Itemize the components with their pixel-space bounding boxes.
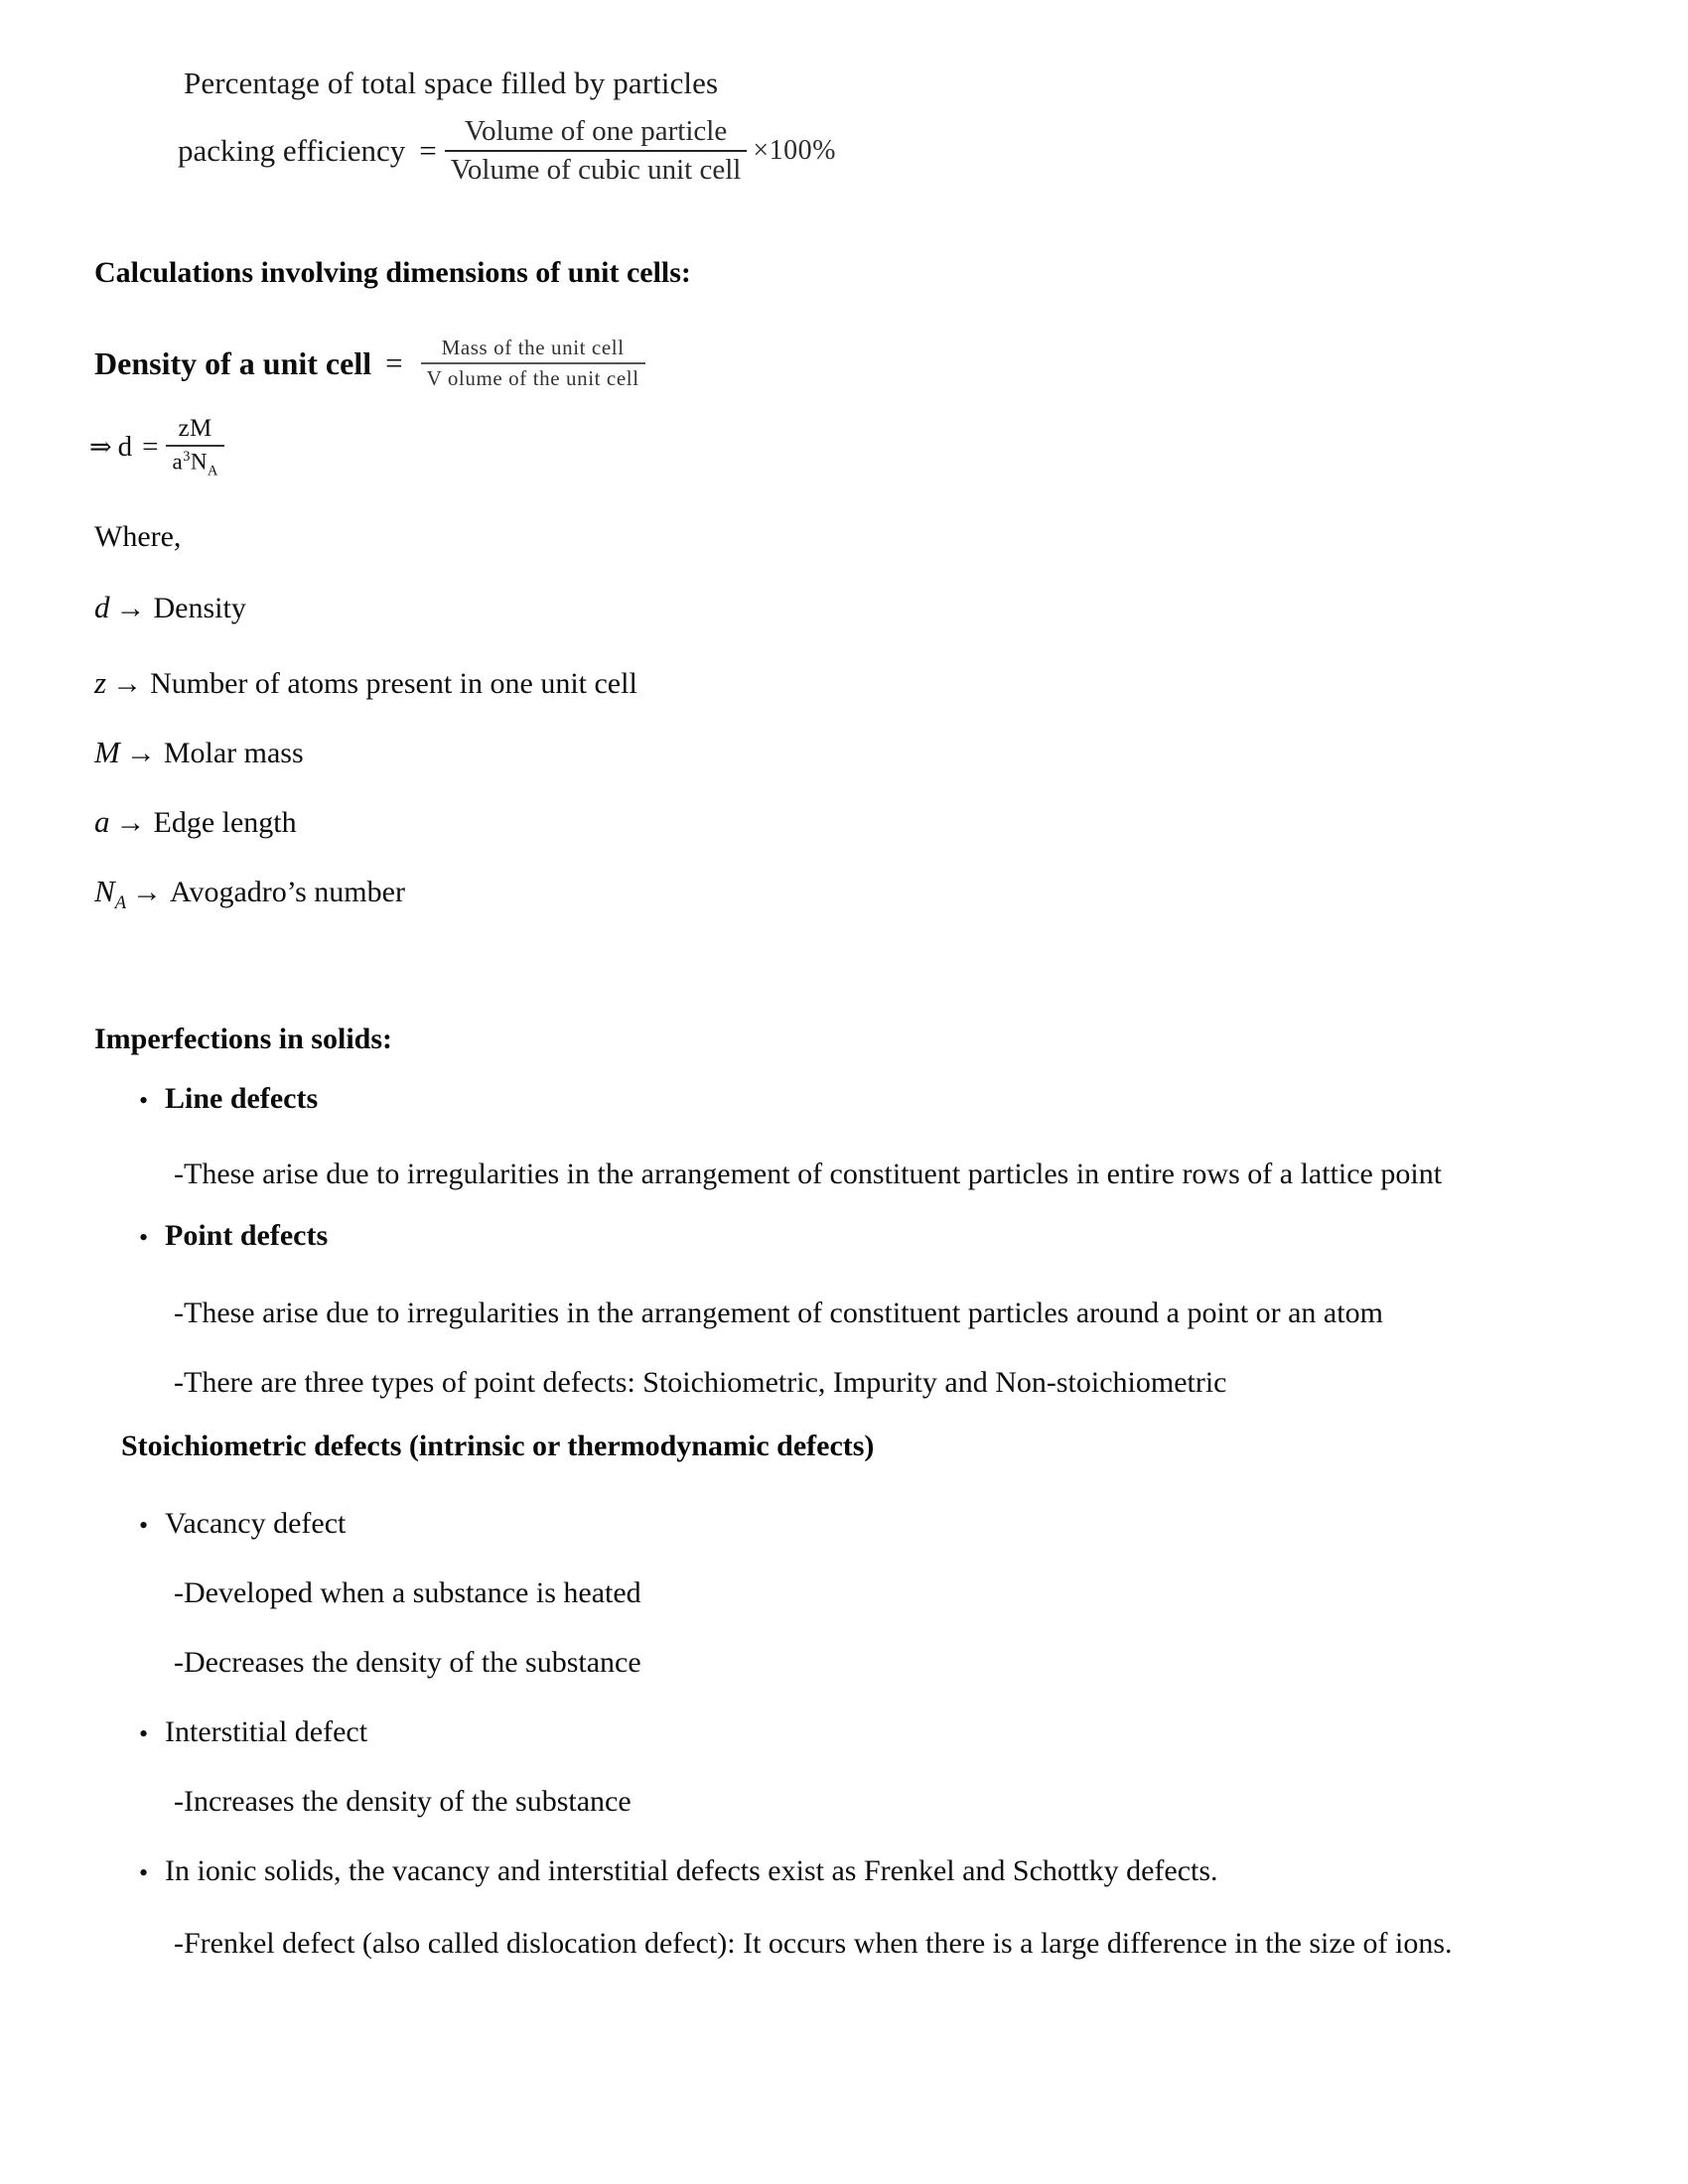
where-entry-a xyxy=(94,804,297,840)
list-item xyxy=(139,1854,1218,1888)
packing-efficiency-caption: Percentage of total space filled by particles xyxy=(184,66,719,100)
density-denominator: V olume of the unit cell xyxy=(426,366,639,390)
bullet-label-vacancy-defect: Vacancy defect xyxy=(165,1507,347,1540)
density-label: Density of a unit cell xyxy=(94,344,372,381)
note-vacancy-1: -Developed when a substance is heated xyxy=(174,1576,641,1609)
note-vacancy-2: -Decreases the density of the substance xyxy=(174,1646,641,1679)
list-item xyxy=(139,1507,346,1541)
bullet-icon: • xyxy=(139,1223,149,1252)
arrow-icon: → xyxy=(112,667,143,700)
list-item xyxy=(139,1082,318,1116)
bullet-icon: • xyxy=(139,1719,149,1748)
packing-efficiency-fraction xyxy=(445,115,748,187)
where-entry-m xyxy=(94,735,304,770)
where-entry-na xyxy=(94,874,405,914)
density-equals: = xyxy=(385,345,403,380)
symbol-z: z xyxy=(94,665,107,700)
where-entry-z xyxy=(94,665,637,701)
symbol-a: a xyxy=(94,804,110,839)
symbol-m: M xyxy=(94,735,120,769)
packing-efficiency-label: packing efficiency xyxy=(178,133,406,168)
definition-z: Number of atoms present in one unit cell xyxy=(150,667,637,700)
note-line-defects-1: -These arise due to irregularities in the arrangement of constituent particles in entire rows of a lattice point xyxy=(174,1158,1443,1190)
symbol-na-subscript: A xyxy=(114,892,127,913)
d-numerator: zM xyxy=(178,415,212,442)
packing-efficiency-equals: = xyxy=(419,133,437,168)
bullet-icon: • xyxy=(139,1858,149,1887)
d-denominator-exponent: 3 xyxy=(183,449,191,465)
packing-efficiency-equation xyxy=(178,115,1077,187)
arrow-icon: → xyxy=(132,876,163,908)
packing-efficiency-multiplier: ×100% xyxy=(753,135,836,166)
bullet-label-ionic-solids: In ionic solids, the vacancy and interstitial defects exist as Frenkel and Schottky defects. xyxy=(165,1854,1218,1887)
d-denominator-na-subscript: A xyxy=(207,463,218,479)
fraction-bar xyxy=(421,362,645,364)
d-equals: = xyxy=(142,431,159,464)
note-point-defects-2: -There are three types of point defects: Stoichiometric, Impurity and Non-stoichiometric xyxy=(174,1366,1227,1399)
definition-d: Density xyxy=(153,592,246,624)
density-numerator: Mass of the unit cell xyxy=(441,336,625,359)
where-label: Where, xyxy=(94,520,182,553)
definition-na: Avogadro’s number xyxy=(170,876,405,908)
bullet-label-interstitial-defect: Interstitial defect xyxy=(165,1715,368,1748)
bullet-label-line-defects: Line defects xyxy=(165,1082,319,1115)
d-denominator xyxy=(166,449,223,479)
imperfections-heading: Imperfections in solids: xyxy=(94,1023,392,1055)
stoichiometric-heading: Stoichiometric defects (intrinsic or thermodynamic defects) xyxy=(121,1430,875,1462)
d-denominator-base: a xyxy=(172,449,184,475)
density-formula xyxy=(94,336,645,391)
d-fraction xyxy=(166,415,223,479)
fraction-bar xyxy=(166,445,223,447)
arrow-icon: → xyxy=(115,592,146,624)
bullet-icon: • xyxy=(139,1511,149,1540)
packing-efficiency-formula xyxy=(178,66,1077,187)
arrow-icon: → xyxy=(125,737,156,769)
calculations-heading: Calculations involving dimensions of unit cells: xyxy=(94,256,691,289)
symbol-d: d xyxy=(94,590,110,624)
packing-efficiency-numerator: Volume of one particle xyxy=(464,115,728,147)
definition-m: Molar mass xyxy=(163,737,304,769)
symbol-na: N xyxy=(94,874,115,908)
d-denominator-na: N xyxy=(190,449,208,475)
definition-a: Edge length xyxy=(153,806,297,839)
density-derived-formula xyxy=(89,415,224,479)
bullet-icon: • xyxy=(139,1086,149,1115)
arrow-icon: → xyxy=(115,806,146,839)
list-item xyxy=(139,1219,328,1253)
implies-icon: ⇒ xyxy=(89,432,112,463)
note-frenkel-defect: -Frenkel defect (also called dislocation defect): It occurs when there is a large difference in the size of ions. xyxy=(174,1927,1453,1960)
note-point-defects-1: -These arise due to irregularities in the arrangement of constituent particles around a point or an atom xyxy=(174,1297,1383,1329)
density-fraction xyxy=(421,336,645,391)
list-item xyxy=(139,1715,367,1749)
d-variable: d xyxy=(117,431,133,464)
packing-efficiency-denominator: Volume of cubic unit cell xyxy=(450,154,742,186)
fraction-bar xyxy=(445,150,748,152)
note-interstitial-1: -Increases the density of the substance xyxy=(174,1785,632,1818)
bullet-label-point-defects: Point defects xyxy=(165,1219,329,1252)
where-entry-d xyxy=(94,590,246,625)
